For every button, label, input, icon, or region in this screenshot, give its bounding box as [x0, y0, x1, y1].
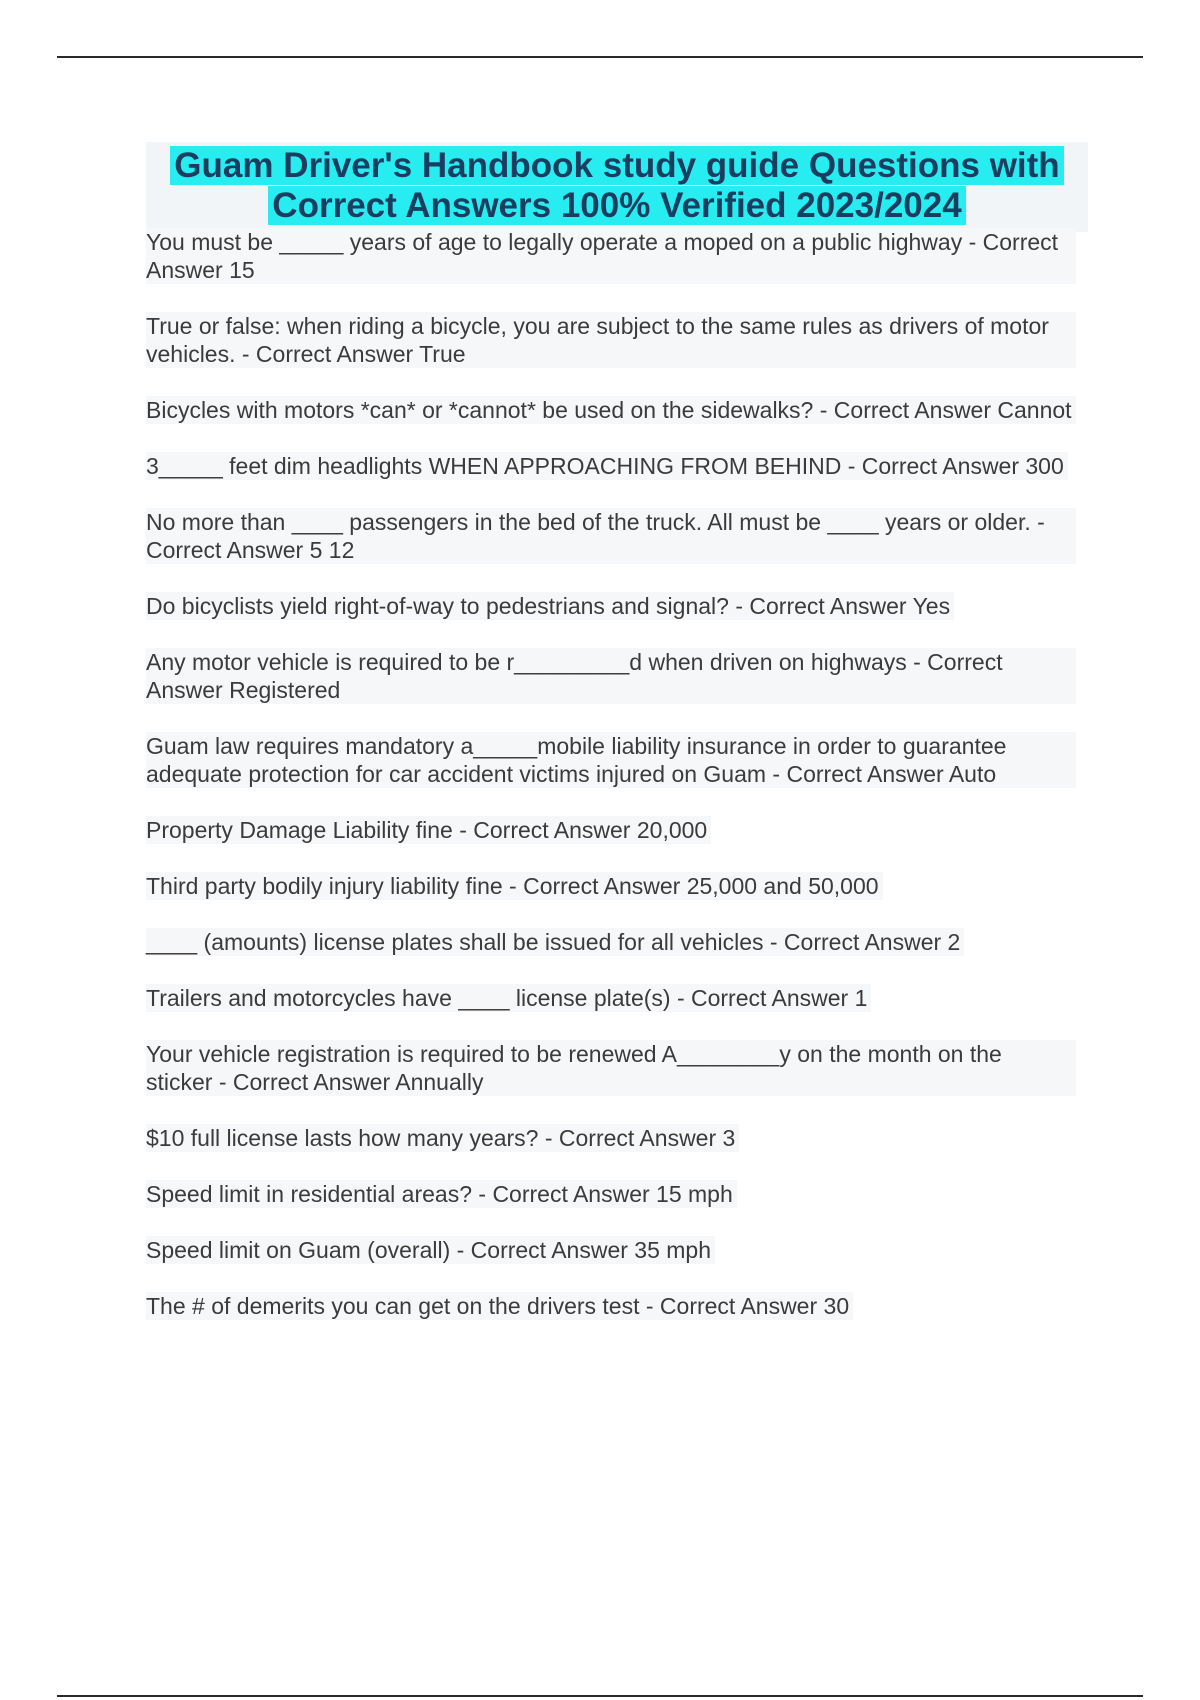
question-item: Your vehicle registration is required to be renewed A________y on the month on the sticker - Correct Answer Annually [146, 1040, 1076, 1096]
question-item: No more than ____ passengers in the bed of the truck. All must be ____ years or older. - Correct Answer 5 12 [146, 508, 1076, 564]
question-item: Bicycles with motors *can* or *cannot* be used on the sidewalks? - Correct Answer Cannot [146, 396, 1076, 424]
question-item: True or false: when riding a bicycle, you are subject to the same rules as drivers of motor vehicles. - Correct Answer True [146, 312, 1076, 368]
question-item: Trailers and motorcycles have ____ license plate(s) - Correct Answer 1 [146, 984, 871, 1012]
document-title [146, 142, 1088, 232]
question-item: The # of demerits you can get on the drivers test - Correct Answer 30 [146, 1292, 853, 1320]
question-item: $10 full license lasts how many years? - Correct Answer 3 [146, 1124, 739, 1152]
question-item: Speed limit on Guam (overall) - Correct Answer 35 mph [146, 1236, 715, 1264]
title-line-1: Guam Driver's Handbook study guide Questions with [146, 146, 1088, 186]
question-item: Third party bodily injury liability fine - Correct Answer 25,000 and 50,000 [146, 872, 883, 900]
question-item: Do bicyclists yield right-of-way to pedestrians and signal? - Correct Answer Yes [146, 592, 954, 620]
bottom-rule [57, 1695, 1143, 1697]
question-item: Any motor vehicle is required to be r_________d when driven on highways - Correct Answer Registered [146, 648, 1076, 704]
question-item: ____ (amounts) license plates shall be issued for all vehicles - Correct Answer 2 [146, 928, 964, 956]
question-item: 3_____ feet dim headlights WHEN APPROACHING FROM BEHIND - Correct Answer 300 [146, 452, 1068, 480]
title-line-2: Correct Answers 100% Verified 2023/2024 [146, 186, 1088, 226]
question-item: Guam law requires mandatory a_____mobile liability insurance in order to guarantee adequate protection for car accident victims injured on Guam - Correct Answer Auto [146, 732, 1076, 788]
top-rule [57, 56, 1143, 58]
question-item: Speed limit in residential areas? - Correct Answer 15 mph [146, 1180, 737, 1208]
question-list [146, 228, 1076, 1348]
question-item: You must be _____ years of age to legally operate a moped on a public highway - Correct Answer 15 [146, 228, 1076, 284]
question-item: Property Damage Liability fine - Correct Answer 20,000 [146, 816, 711, 844]
